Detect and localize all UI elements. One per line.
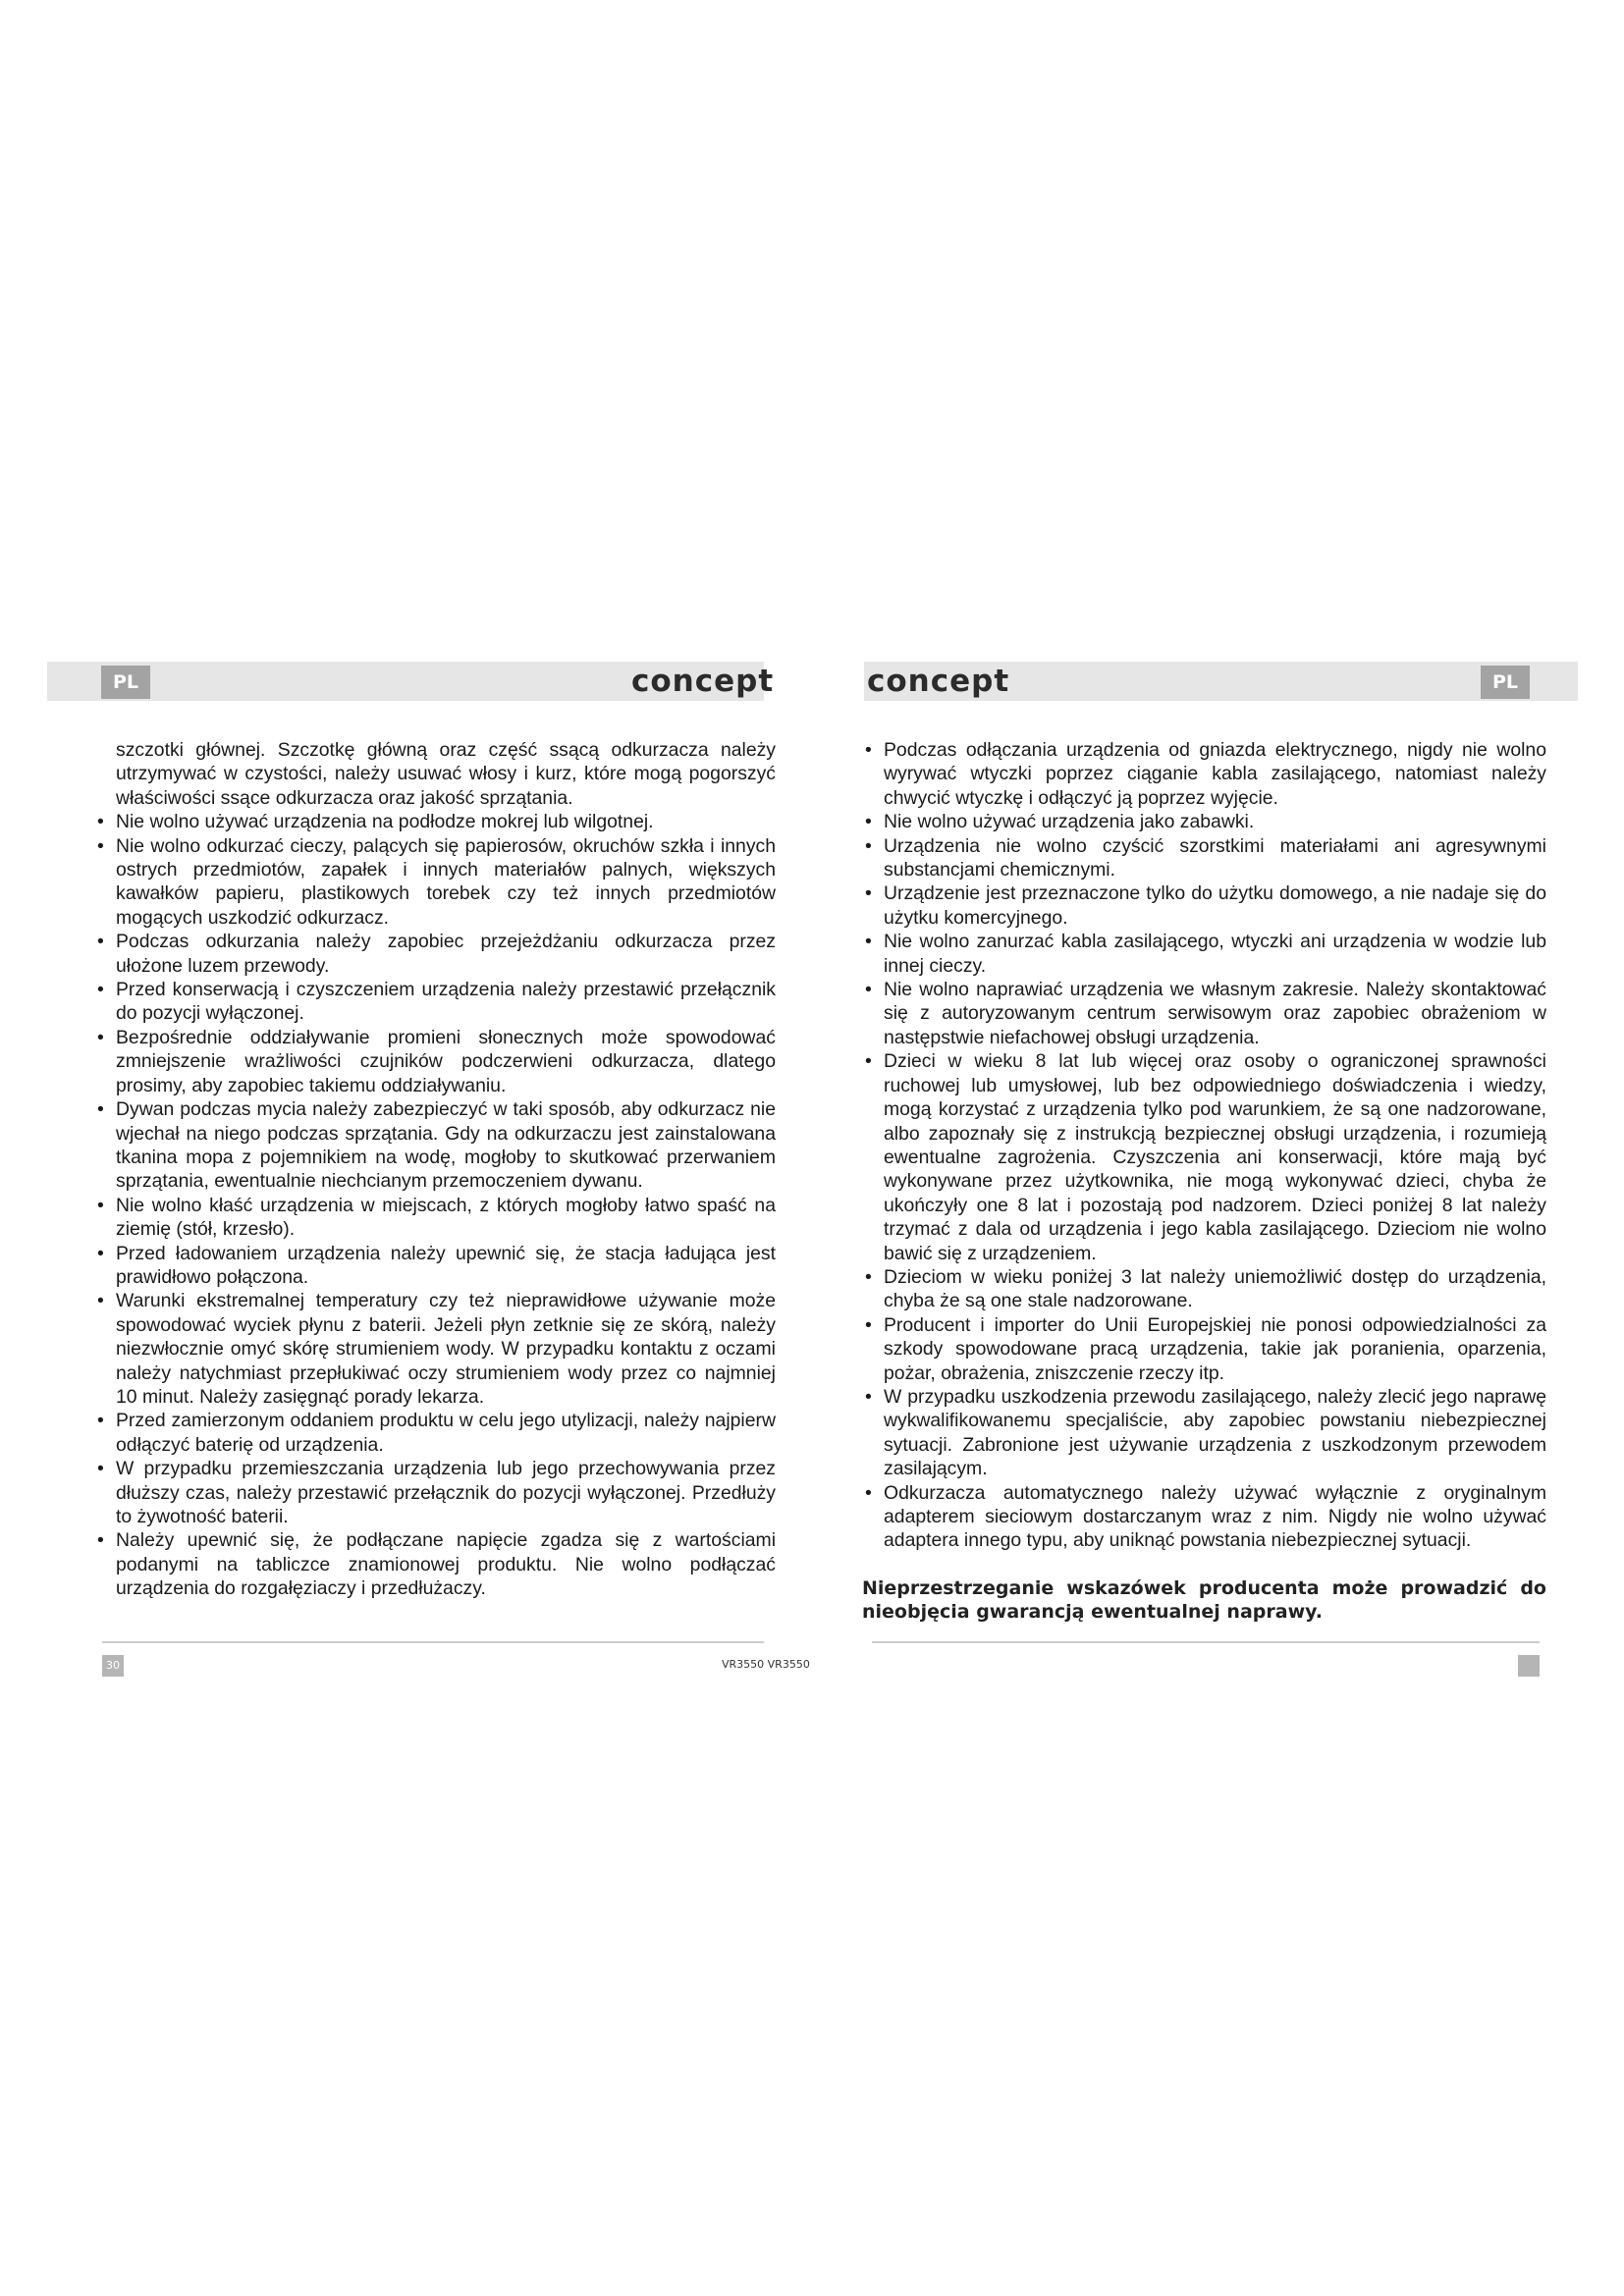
list-item: • Urządzenie jest przeznaczone tylko do użytku domowego, a nie nadaje się do użytku komercyjnego. — [862, 881, 1546, 930]
list-item: • Przed konserwacją i czyszczeniem urządzenia należy przestawić przełącznik do pozycji wyłączonej. — [94, 978, 776, 1026]
list-item: • Nie wolno używać urządzenia jako zabawki. — [862, 810, 1546, 833]
list-item: • Nie wolno odkurzać cieczy, palących się papierosów, okruchów szkła i innych ostrych przedmiotów, zapałek i innych materiałów palnych, większych kawałków papieru, plastikowych torebek czy też innych przedmiotów mogących uszkodzić odkurzacz. — [94, 834, 776, 931]
list-item: • Należy upewnić się, że podłączane napięcie zgadza się z wartościami podanymi na tabliczce znamionowej produktu. Nie wolno podłączać urządzenia do rozgałęziaczy i przedłużaczy. — [94, 1528, 776, 1600]
language-tab-right: PL — [1481, 666, 1530, 699]
list-item: • Bezpośrednie oddziaływanie promieni słonecznych może spowodować zmniejszenie wrażliwości czujników podczerwieni odkurzacza, dlatego prosimy, aby zapobiec takiemu oddziaływaniu. — [94, 1026, 776, 1097]
list-item: • Przed ładowaniem urządzenia należy upewnić się, że stacja ładująca jest prawidłowo połączona. — [94, 1242, 776, 1290]
list-item: • Nie wolno kłaść urządzenia w miejscach, z których mogłoby łatwo spaść na ziemię (stół, krzesło). — [94, 1194, 776, 1242]
list-item: • Podczas odłączania urządzenia od gniazda elektrycznego, nigdy nie wolno wyrywać wtyczki poprzez ciąganie kabla zasilającego, natomiast należy chwycić wtyczkę i odłączyć ją poprzez wyjęcie. — [862, 738, 1546, 810]
brand-logo-left: concept — [631, 664, 775, 699]
intro-paragraph: szczotki głównej. Szczotkę główną oraz część ssącą odkurzacza należy utrzymywać w czystości, należy usuwać włosy i kurz, które mogą pogorszyć właściwości ssące odkurzacza oraz jakość sprzątania. — [116, 739, 776, 809]
list-item: • W przypadku uszkodzenia przewodu zasilającego, należy zlecić jego naprawę wykwalifikowanemu specjaliście, aby zapobiec powstaniu niebezpiecznej sytuacji. Zabronione jest używanie urządzenia z uszkodzonym przewodem zasilającym. — [862, 1385, 1546, 1481]
right-bullet-list — [862, 738, 1546, 1553]
list-item: • Przed zamierzonym oddaniem produktu w celu jego utylizacji, należy najpierw odłączyć baterię od urządzenia. — [94, 1409, 776, 1457]
list-item: • Odkurzacza automatycznego należy używać wyłącznie z oryginalnym adapterem sieciowym dostarczanym wraz z nim. Nigdy nie wolno używać adaptera innego typu, aby uniknąć powstania niebezpiecznej sytuacji. — [862, 1481, 1546, 1553]
list-item: • Dywan podczas mycia należy zabezpieczyć w taki sposób, aby odkurzacz nie wjechał na niego podczas sprzątania. Gdy na odkurzaczu jest zainstalowana tkanina mopa z pojemnikiem na wodę, mogłoby to skutkować przerwaniem sprzątania, ewentualnie niechcianym przemoczeniem dywanu. — [94, 1097, 776, 1194]
page-marker-square — [1518, 1655, 1540, 1677]
list-item: • Warunki ekstremalnej temperatury czy też nieprawidłowe używanie może spowodować wyciek płynu z baterii. Jeżeli płyn zetknie się ze skórą, należy niezwłocznie omyć skórę strumieniem wody. W przypadku kontaktu z oczami należy natychmiast przepłukiwać oczy strumieniem wody przez co najmniej 10 minut. Należy zasięgnąć porady lekarza. — [94, 1289, 776, 1409]
footer-divider-left — [102, 1641, 764, 1643]
left-column — [94, 738, 776, 1601]
list-item: • Producent i importer do Unii Europejskiej nie ponosi odpowiedzialności za szkody spowodowane pracą urządzenia, takie jak poranienia, oparzenia, pożar, obrażenia, zniszczenie rzeczy itp. — [862, 1313, 1546, 1385]
model-number: VR3550 VR3550 — [722, 1658, 810, 1671]
list-item: • Nie wolno zanurzać kabla zasilającego, wtyczki ani urządzenia w wodzie lub innej cieczy. — [862, 930, 1546, 978]
brand-logo-right: concept — [867, 664, 1010, 699]
list-item: • Dzieciom w wieku poniżej 3 lat należy uniemożliwić dostęp do urządzenia, chyba że są one stale nadzorowane. — [862, 1265, 1546, 1313]
list-item: • Urządzenia nie wolno czyścić szorstkimi materiałami ani agresywnymi substancjami chemicznymi. — [862, 834, 1546, 882]
list-item: • Nie wolno używać urządzenia na podłodze mokrej lub wilgotnej. — [94, 810, 776, 833]
footer-divider-right — [872, 1641, 1540, 1643]
list-item: • Nie wolno naprawiać urządzenia we własnym zakresie. Należy skontaktować się z autoryzowanym centrum serwisowym oraz zapobiec obrażeniom w następstwie niefachowej obsługi urządzenia. — [862, 978, 1546, 1049]
left-bullet-list — [94, 810, 776, 1600]
right-column — [862, 738, 1546, 1624]
warranty-warning: Nieprzestrzeganie wskazówek producenta może prowadzić do nieobjęcia gwarancją ewentualnej naprawy. — [862, 1576, 1546, 1623]
list-item: • Podczas odkurzania należy zapobiec przejeżdżaniu odkurzacza przez ułożone luzem przewody. — [94, 930, 776, 978]
page-number: 30 — [102, 1655, 124, 1677]
language-tab-left: PL — [101, 666, 150, 699]
list-item: • Dzieci w wieku 8 lat lub więcej oraz osoby o ograniczonej sprawności ruchowej lub umysłowej, lub bez odpowiedniego doświadczenia i wiedzy, mogą korzystać z urządzenia tylko pod warunkiem, że są one nadzorowane, albo zapoznały się z instrukcją bezpiecznej obsługi urządzenia, i rozumieją ewentualne zagrożenia. Czyszczenia ani konserwacji, które mają być wykonywane przez użytkownika, nie mogą wykonywać dzieci, chyba że ukończyły one 8 lat i pozostają pod nadzorem. Dzieci poniżej 8 lat należy trzymać z dala od urządzenia i jego kabla zasilającego. Dzieciom nie wolno bawić się z urządzeniem. — [862, 1049, 1546, 1265]
list-item: • W przypadku przemieszczania urządzenia lub jego przechowywania przez dłuższy czas, należy przestawić przełącznik do pozycji wyłączonej. Przedłuży to żywotność baterii. — [94, 1457, 776, 1528]
